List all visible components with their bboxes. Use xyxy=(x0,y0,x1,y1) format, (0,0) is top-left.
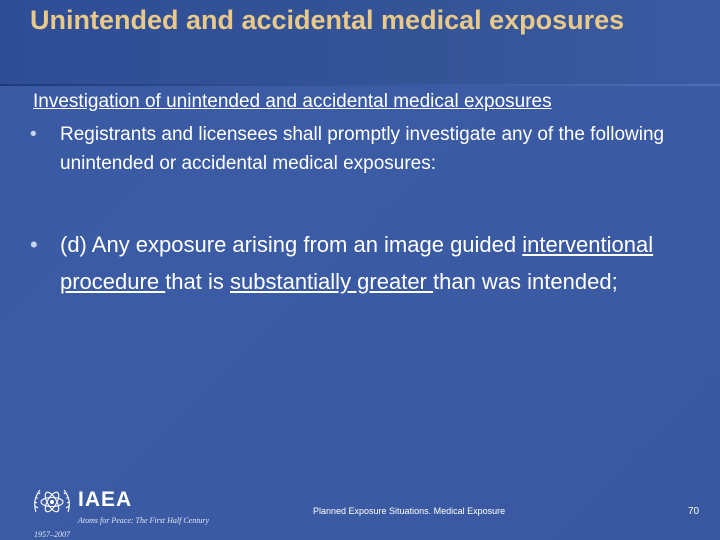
underlined-phrase: interventional procedure xyxy=(60,232,654,294)
footer-caption: Planned Exposure Situations. Medical Exposure xyxy=(313,506,506,516)
iaea-logo xyxy=(30,482,230,538)
bullet-text-part: than was intended; xyxy=(433,269,618,294)
logo-text: IAEA xyxy=(78,488,133,511)
bullet-item xyxy=(30,226,688,300)
iaea-atom-emblem-icon xyxy=(30,482,74,526)
underlined-phrase: substantially greater xyxy=(230,269,433,294)
bullet-text-part: (d) Any exposure arising from an image guided xyxy=(60,232,523,257)
logo-years: 1957–2007 xyxy=(34,530,70,539)
bullet-dot-icon: • xyxy=(30,124,37,145)
bullet-text-part: that is xyxy=(165,269,230,294)
slide-subheading: Investigation of unintended and accidental medical exposures xyxy=(33,91,552,112)
bullet-item xyxy=(30,120,688,178)
bullet-text: Registrants and licensees shall promptly investigate any of the following unintended or accidental medical exposures: xyxy=(60,124,665,174)
bullet-text xyxy=(38,226,688,300)
page-number: 70 xyxy=(688,506,700,517)
bullet-dot-icon: • xyxy=(30,232,38,257)
logo-tagline: Atoms for Peace: The First Half Century xyxy=(78,516,210,525)
slide-title: Unintended and accidental medical exposures xyxy=(30,5,625,35)
title-divider xyxy=(0,84,720,86)
